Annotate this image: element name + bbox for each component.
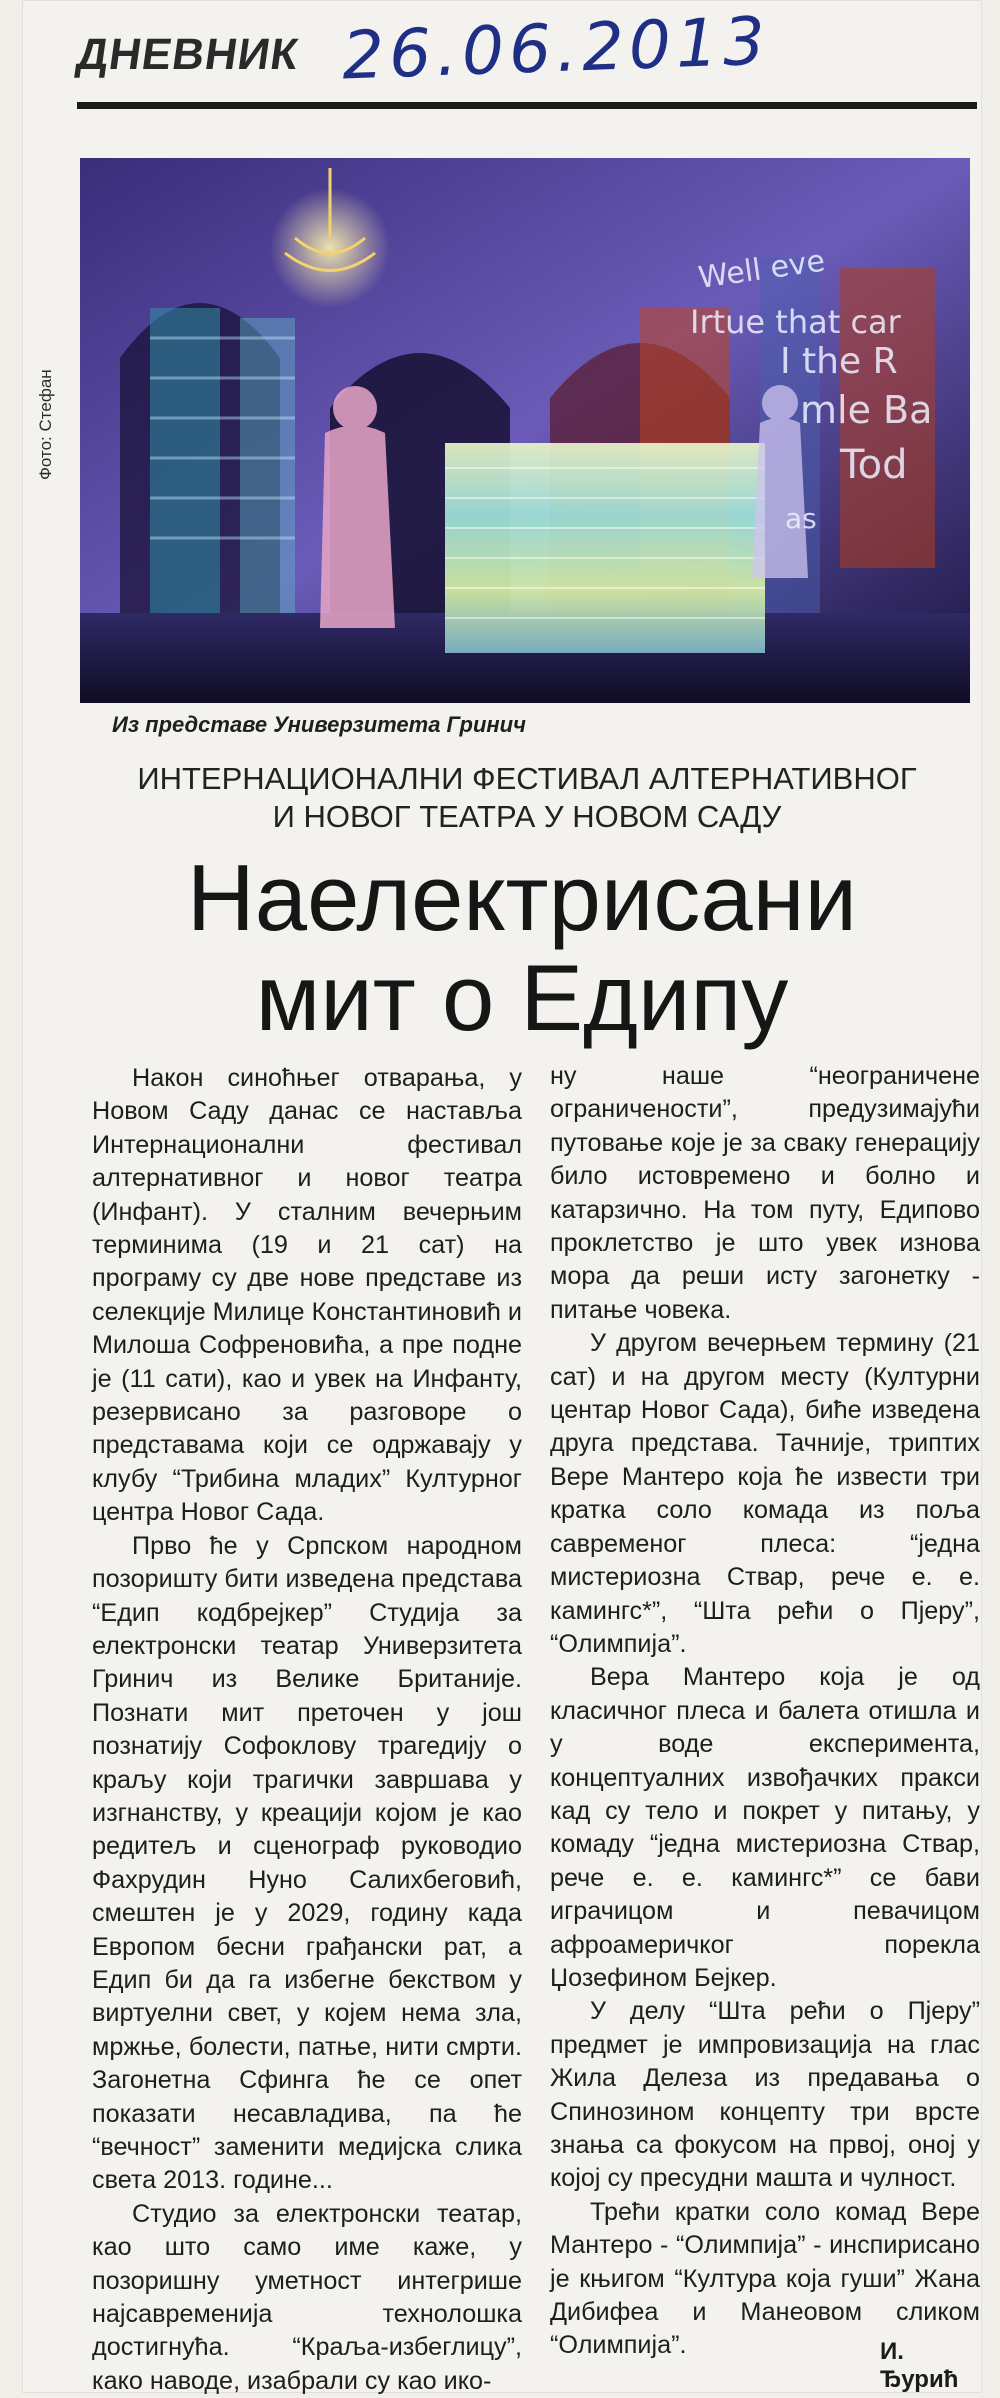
kicker-line: ИНТЕРНАЦИОНАЛНИ ФЕСТИВАЛ АЛТЕРНАТИВНОГ — [137, 761, 917, 796]
paragraph: Након синоћњег отварања, у Новом Саду данас се наставља Интернационални фестивал алтернативног и новог театра (Инфант). У сталним вечерњим терминима (19 и 21 сат) на програму су две нове представе из селекције Милице Константиновић и Милоша Софреновића, а пре подне је (11 сати), као и увек на Инфанту, резервисано за разговоре о представама који се одржавају у клубу “Трибина младих” Културног центра Новог Сада. — [92, 1064, 522, 1527]
author-signature: И. Ђурић — [880, 2338, 959, 2393]
paragraph: Трећи кратки соло комад Вере Мантеро - “Олимпија” - инспирисано је књигом “Култура која гуши” Жана Дибифеа и Манеовом сликом “Олимпија”. — [550, 2197, 980, 2360]
handwritten-date: 26.06.2013 — [340, 2, 772, 95]
projected-text-line: Irtue that car — [690, 303, 901, 341]
stage-photo-illustration — [80, 158, 970, 703]
headline — [82, 845, 962, 1050]
projected-text-line: Well eve — [696, 243, 828, 296]
header-rule — [77, 102, 977, 109]
article-column-right — [550, 1060, 980, 2363]
paragraph: Студио за електронски театар, као што само име каже, у позоришну уметност интегрише најсавременија технолошка достигнућа. “Краља-избеглицу”, како наводе, изабрали су као ико- — [92, 2199, 522, 2395]
paragraph: У делу “Шта рећи о Пјеру” предмет је импровизација на глас Жила Делеза из предавања о Спинозином концепту три врсте знања са фокусом на првој, оној у којој су пресудни машта и чулност. — [550, 1997, 980, 2193]
photo-caption: Из представе Универзитета Гринич — [112, 712, 526, 737]
projected-text-line: as — [785, 502, 817, 535]
projected-text-line: mle Ba — [800, 388, 933, 432]
paragraph: ну наше “неограничене ограничености”, предузимајући путовање које је за сваку генерацију било истовремено и болно и катарзично. На том путу, Едипово проклетство је што увек изнова мора да реши исту загонетку - питање човека. — [550, 1062, 980, 1324]
photo-credit: Фото: Стефан — [36, 369, 55, 480]
paragraph: Прво ће у Српском народном позоришту бити изведена представа “Едип кодбрејкер” Студија за електронски театар Универзитета Гринич из Велике Британије. Познати мит преточен у још познатију Софоклову трагедију о краљу који трагички завршава у изгнанству, у креацији којом је као редитељ и сценограф руководио Фахрудин Нуно Салихбеговић, смештен је у 2029, годину када Европом бесни грађански рат, а Едип би да га избегне бекством у виртуелни свет, у којем нема зла, мржње, болести, патње, нити смрти. Загонетна Сфинга ће се опет показати несавладива, па ће “вечност” заменити медијска слика света 2013. године... — [92, 1531, 522, 2195]
newspaper-clipping — [22, 0, 982, 2393]
paragraph: Вера Мантеро која је од класичног плеса и балета отишла и у воде експеримента, концептуалних извођачких пракси кад су тело и покрет у питању, у комаду “једна мистериозна Ствар, рече е. е. камингс*” се бави играчицом и певачицом афроамеричког порекла Џозефином Бејкер. — [550, 1663, 980, 1992]
paragraph: У другом вечерњем термину (21 сат) и на другом месту (Културни центар Новог Сада), биће изведена друга представа. Тачније, триптих Вере Мантеро која ће извести три кратка соло комада из поља савременог плеса: “једна мистериозна Ствар, рече е. е. камингс*”, “Шта рећи о Пјеру”, “Олимпија”. — [550, 1329, 980, 1658]
stage-photo — [80, 158, 970, 703]
masthead: ДНЕВНИК — [73, 30, 303, 79]
kicker — [92, 760, 962, 836]
kicker-line: И НОВОГ ТЕАТРА У НОВОМ САДУ — [272, 799, 782, 834]
headline-line: мит о Едипу — [255, 945, 789, 1050]
article-column-left — [92, 1062, 522, 2398]
projected-text-line: Tod — [840, 442, 908, 488]
headline-line: Наелектрисани — [186, 845, 858, 950]
projected-text-line: I the R — [780, 341, 898, 382]
